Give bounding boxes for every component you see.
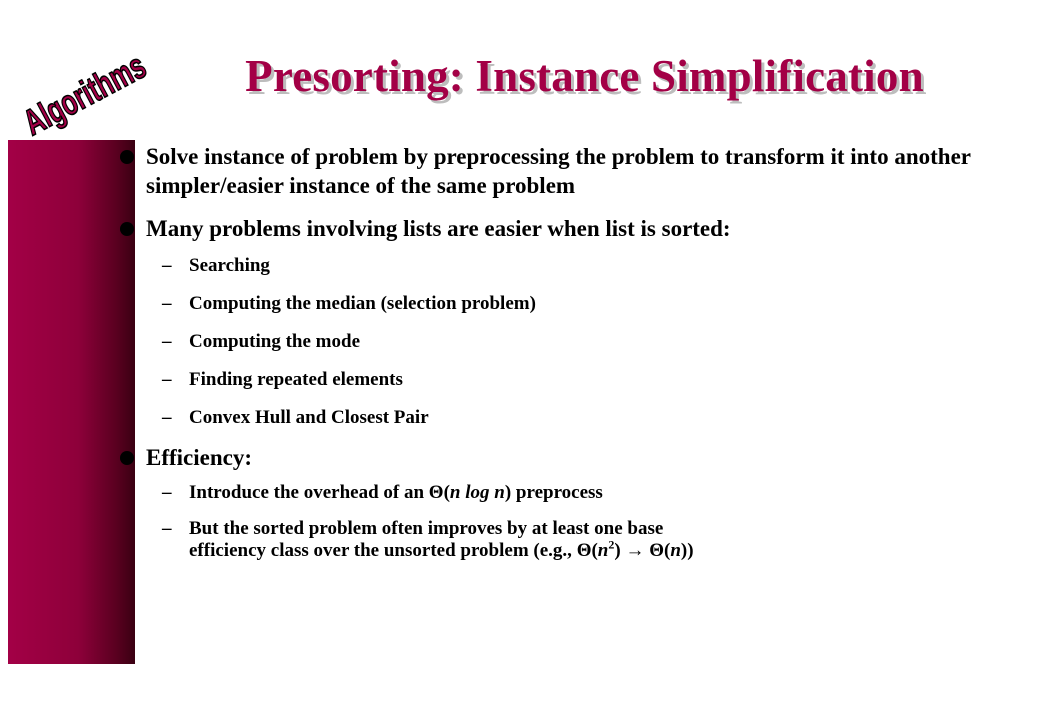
paren-close: ) — [614, 540, 621, 561]
sub-item-text: Finding repeated elements — [189, 369, 403, 390]
sub-item — [118, 293, 998, 315]
right-arrow-icon: → — [620, 540, 650, 561]
paren-close: ) — [504, 482, 512, 503]
theta-symbol: Θ — [428, 482, 444, 503]
sub-item-text-prefix: Introduce the overhead of an — [189, 482, 429, 503]
sub-item — [118, 255, 998, 277]
bullet-text: Solve instance of problem by preprocessing the problem to transform it into another simpler/easier instance of the same problem — [146, 144, 971, 198]
sub-item-text: Searching — [189, 255, 270, 276]
sub-item — [118, 518, 998, 562]
bullet-dot-icon — [120, 451, 134, 465]
dash-icon: – — [162, 369, 172, 390]
bullet-dot-icon — [120, 150, 134, 164]
dash-icon: – — [162, 407, 172, 428]
exponent: 2 — [608, 537, 615, 552]
bullet-text: Efficiency: — [146, 445, 253, 470]
bullet-item — [118, 142, 998, 200]
theta-symbol: Θ — [649, 540, 664, 561]
bullet-item — [118, 443, 998, 472]
decorative-side-bar — [8, 140, 135, 664]
variable-n: n — [597, 540, 609, 561]
sub-item — [118, 369, 998, 391]
sub-item-text-suffix: preprocess — [511, 482, 603, 503]
dash-icon: – — [162, 482, 172, 503]
paren-open: ( — [443, 482, 450, 503]
logo-text: Algorithms — [16, 17, 204, 144]
sub-item-text: Computing the mode — [189, 331, 361, 352]
sub-item-line-1: But the sorted problem often improves by at least one base — [189, 518, 664, 539]
slide-title: Presorting: Instance Simplification — [245, 51, 924, 101]
sub-item-text: Convex Hull and Closest Pair — [189, 407, 429, 428]
complexity-expression: n log n — [449, 482, 505, 503]
bullet-item — [118, 214, 998, 243]
paren-close: )) — [680, 540, 694, 561]
sub-item-text-prefix: efficiency class over the unsorted problem (e.g., — [189, 540, 577, 561]
dash-icon: – — [162, 255, 172, 276]
dash-icon: – — [162, 518, 172, 539]
variable-n: n — [670, 540, 681, 561]
sub-item — [118, 407, 998, 429]
slide-body — [118, 142, 998, 562]
sub-item-text: Computing the median (selection problem) — [189, 293, 536, 314]
dash-icon: – — [162, 331, 172, 352]
dash-icon: – — [162, 293, 172, 314]
sub-item-line-2 — [189, 537, 998, 562]
sub-item — [118, 331, 998, 353]
paren-open: ( — [591, 540, 598, 561]
theta-symbol: Θ — [576, 540, 592, 561]
bullet-text: Many problems involving lists are easier when list is sorted: — [146, 216, 731, 241]
paren-open: ( — [663, 540, 671, 561]
sub-item — [118, 482, 998, 504]
bullet-dot-icon — [120, 222, 134, 236]
